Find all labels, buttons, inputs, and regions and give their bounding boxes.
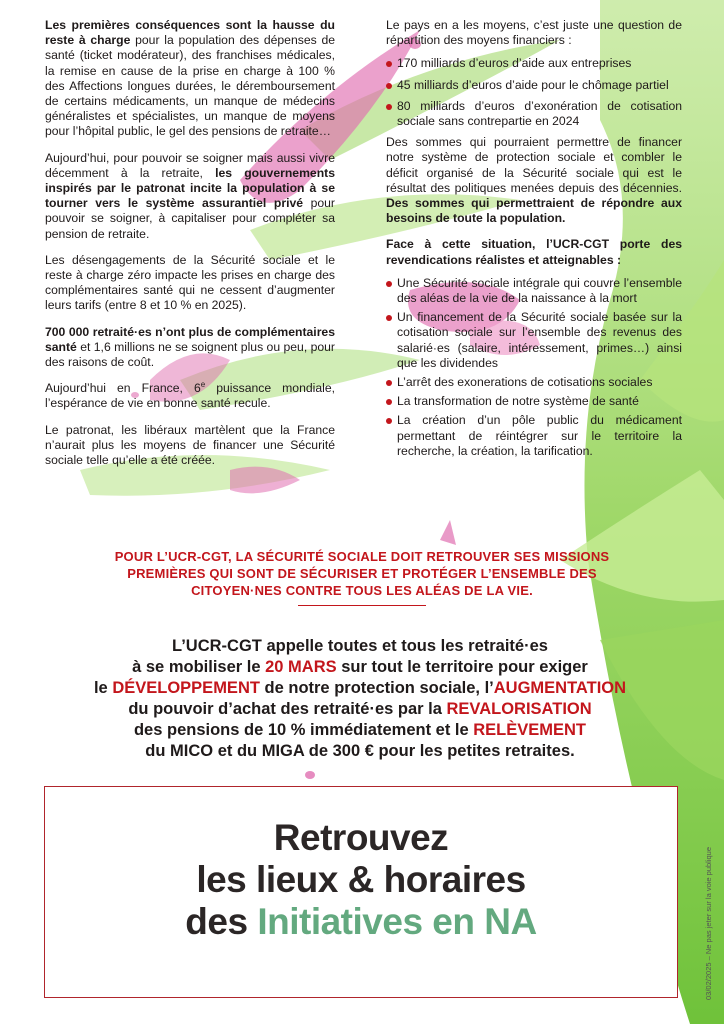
paragraph-complementaires: 700 000 retraité·es n’ont plus de complémentaires santé et 1,6 millions ne se soignent plus ou peu, pour des raisons de coût. — [45, 324, 335, 370]
appel-line: à se mobiliser le 20 MARS sur tout le territoire pour exiger — [132, 658, 588, 676]
box-line: Retrouvez — [273, 817, 449, 858]
list-revendications — [386, 276, 682, 459]
right-column — [386, 18, 682, 465]
appel-mobilisation — [40, 636, 680, 762]
banner-divider — [298, 605, 426, 606]
appel-line: L’UCR-CGT appelle toutes et tous les retraité·es — [172, 637, 548, 655]
list-item: L’arrêt des exonerations de cotisations sociales — [386, 375, 682, 390]
list-financements — [386, 56, 682, 129]
list-item: 80 milliards d’euros d’exonération de cotisation sociale sans contrepartie en 2024 — [386, 99, 682, 129]
paragraph-moyens: Le pays en a les moyens, c’est juste une question de répartition des moyens financiers : — [386, 18, 682, 48]
paragraph-assurantiel: Aujourd’hui, pour pouvoir se soigner mais aussi vivre décemment à la retraite, les gouvernements inspirés par le patronat incite la population à se tourner vers le système assurantiel privé pour pouvoir se soigner, à capitaliser pour compléter sa pension de retraite. — [45, 150, 335, 241]
legal-mention: 03/02/2025 – Ne pas jeter sur la voie publique — [704, 846, 713, 1000]
initiatives-box — [44, 786, 678, 998]
paragraph-esperance-vie: Aujourd’hui en France, 6e puissance mondiale, l’espérance de vie en bonne santé recule. — [45, 380, 335, 411]
list-item: La transformation de notre système de santé — [386, 394, 682, 409]
appel-line: des pensions de 10 % immédiatement et le RELÈVEMENT — [133, 721, 587, 739]
left-column — [45, 18, 335, 479]
banner-line: PREMIÈRES QUI SONT DE SÉCURISER ET PROTÉGER L’ENSEMBLE DES — [127, 566, 597, 581]
paragraph-sommes: Des sommes qui pourraient permettre de financer notre système de protection sociale et combler le déficit organisé de la Sécurité sociale qui est le résultat des politiques menées depuis des décennies. Des sommes qui permettraient de répondre aux besoins de toute la population. — [386, 135, 682, 226]
list-item: 170 milliards d’euros d’aide aux entreprises — [386, 56, 682, 71]
appel-line: du MICO et du MIGA de 300 € pour les petites retraites. — [145, 742, 575, 760]
banner-line: CITOYEN·NES CONTRE TOUS LES ALÉAS DE LA VIE. — [191, 583, 533, 598]
list-item: Une Sécurité sociale intégrale qui couvre l’ensemble des aléas de la vie de la naissance à la mort — [386, 276, 682, 306]
paragraph-consequences: Les premières conséquences sont la hausse du reste à charge pour la population des dépenses de santé (ticket modérateur), des franchises médicales, la remise en cause de la prise en charge à 100 % des Affections longues durées, le déremboursement de certains médicaments, un manque de médecins généralistes et spécialistes, un manque de moyens pour l’hôpital public, le gel des pensions de retraite… — [45, 18, 336, 139]
box-line: des Initiatives en NA — [185, 901, 537, 942]
paragraph-revendications-intro: Face à cette situation, l’UCR-CGT porte des revendications réalistes et atteignables : — [386, 237, 682, 267]
list-item: La création d’un pôle public du médicament permettant de réintégrer sur le territoire la recherche, la création, la tarification. — [386, 413, 682, 459]
list-item: 45 milliards d’euros d’aide pour le chômage partiel — [386, 78, 682, 93]
appel-line: du pouvoir d’achat des retraité·es par la REVALORISATION — [128, 700, 592, 718]
list-item: Un financement de la Sécurité sociale basée sur la cotisation sociale sur l’ensemble des revenus des salarié·es (salaire, intéressement, primes…) ainsi que les dividendes — [386, 310, 682, 371]
red-banner-statement — [75, 548, 649, 606]
paragraph-desengagements: Les désengagements de la Sécurité sociale et le reste à charge zéro impacte les prises en charge des complémentaires santé qui ne cessent d’augmenter leurs tarifs (entre 8 et 10 % en 2025). — [45, 252, 335, 313]
paragraph-patronat: Le patronat, les libéraux martèlent que la France n’aurait plus les moyens de financer une Sécurité sociale telle qu’elle a été créée. — [45, 422, 335, 468]
appel-line: le DÉVELOPPEMENT de notre protection sociale, l’AUGMENTATION — [93, 679, 627, 697]
banner-line: POUR L’UCR-CGT, LA SÉCURITÉ SOCIALE DOIT RETROUVER SES MISSIONS — [114, 549, 610, 564]
box-line: les lieux & horaires — [196, 859, 526, 900]
